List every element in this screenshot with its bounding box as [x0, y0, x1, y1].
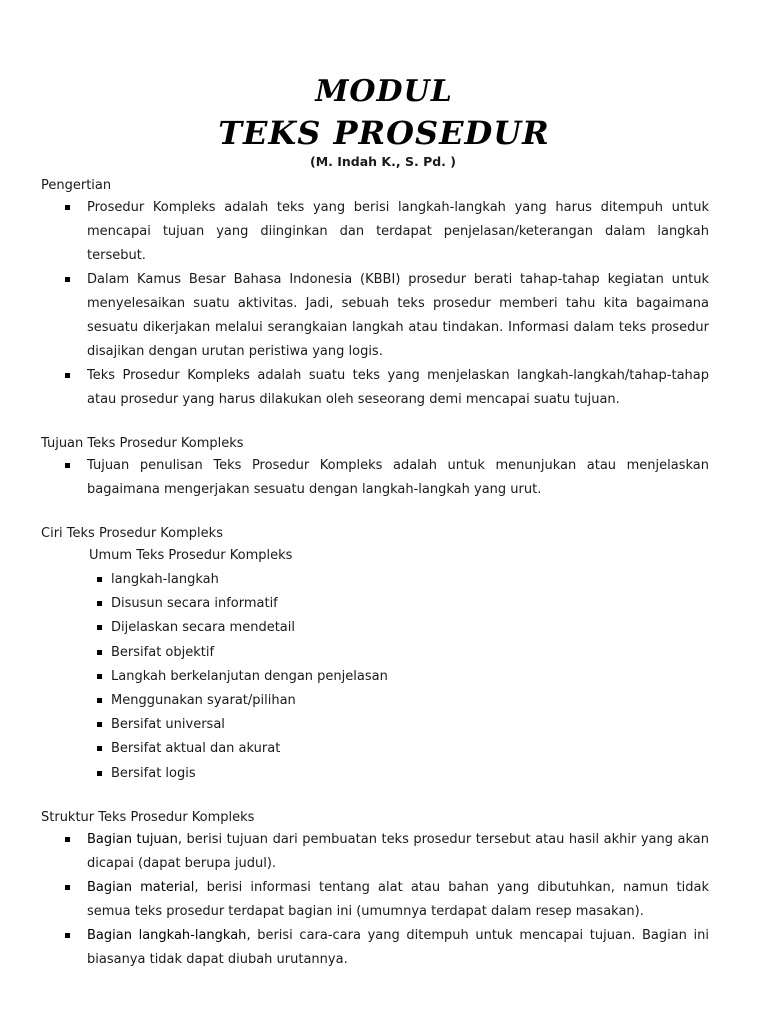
ciri-list	[41, 568, 709, 786]
list-item: Bersifat aktual dan akurat	[41, 737, 709, 761]
list-item: Langkah berkelanjutan dengan penjelasan	[41, 665, 709, 689]
list-item: langkah-langkah	[41, 568, 709, 592]
term: Bagian langkah-langkah	[87, 927, 247, 943]
title-line-1: MODUL	[315, 74, 453, 109]
tujuan-list	[41, 454, 709, 502]
list-item: Bersifat universal	[41, 713, 709, 737]
section-heading-pengertian: Pengertian	[41, 178, 112, 193]
list-item: Tujuan penulisan Teks Prosedur Kompleks adalah untuk menunjukan atau menjelaskan bagaimana mengerjakan sesuatu dengan langkah-langkah yang urut.	[41, 454, 709, 502]
title-line-2: TEKS PROSEDUR	[218, 114, 550, 152]
list-item: Bersifat logis	[41, 762, 709, 786]
content	[41, 176, 709, 972]
term-description: , berisi cara-cara yang ditempuh untuk mencapai tujuan. Bagian ini biasanya tidak dapat diubah urutannya.	[87, 927, 709, 967]
section-heading-struktur: Struktur Teks Prosedur Kompleks	[41, 809, 255, 825]
term: Bagian material	[87, 879, 195, 895]
list-item: Bersifat objektif	[41, 641, 709, 665]
list-item: Disusun secara informatif	[41, 592, 709, 616]
list-item	[41, 924, 709, 972]
term: Bagian tujuan	[87, 831, 178, 847]
author: (M. Indah K., S. Pd. )	[310, 154, 456, 169]
list-item: Teks Prosedur Kompleks adalah suatu teks yang menjelaskan langkah-langkah/tahap-tahap atau prosedur yang harus dilakukan oleh seseorang demi mencapai suatu tujuan.	[41, 364, 709, 412]
list-item: Prosedur Kompleks adalah teks yang berisi langkah-langkah yang harus ditempuh untuk mencapai tujuan yang diinginkan dan terdapat penjelasan/keterangan dalam langkah tersebut.	[41, 196, 709, 268]
struktur-list	[41, 828, 709, 972]
list-item: Dijelaskan secara mendetail	[41, 616, 709, 640]
list-item: Dalam Kamus Besar Bahasa Indonesia (KBBI) prosedur berati tahap-tahap kegiatan untuk menyelesaikan suatu aktivitas. Jadi, sebuah teks prosedur memberi tahu kita bagaimana sesuatu dikerjakan melalui serangkaian langkah atau tindakan. Informasi dalam teks prosedur disajikan dengan urutan peristiwa yang logis.	[41, 268, 709, 364]
subheading-umum: Umum Teks Prosedur Kompleks	[89, 548, 293, 563]
list-item	[41, 876, 709, 924]
list-item	[41, 828, 709, 876]
list-item: Menggunakan syarat/pilihan	[41, 689, 709, 713]
pengertian-list	[41, 196, 709, 412]
section-heading-tujuan: Tujuan Teks Prosedur Kompleks	[41, 436, 244, 451]
term-description: , berisi informasi tentang alat atau bahan yang dibutuhkan, namun tidak semua teks prosedur terdapat bagian ini (umumnya terdapat dalam resep masakan).	[87, 879, 709, 919]
section-heading-ciri: Ciri Teks Prosedur Kompleks	[41, 526, 223, 541]
term-description: , berisi tujuan dari pembuatan teks prosedur tersebut atau hasil akhir yang akan dicapai (dapat berupa judul).	[87, 831, 709, 871]
